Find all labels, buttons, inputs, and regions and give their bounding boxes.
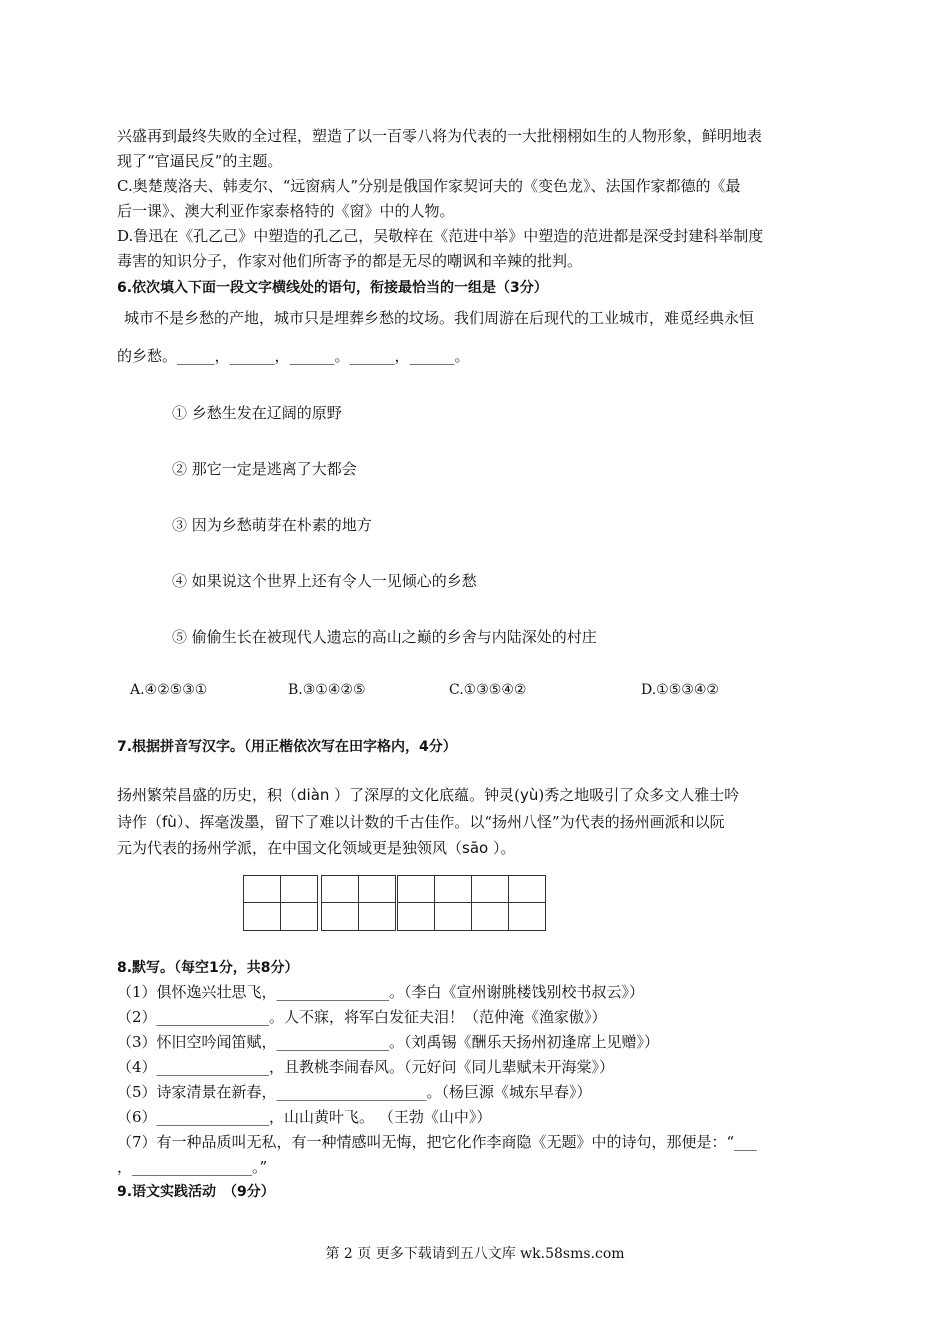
answer-choice-b: B.③①④②⑤ — [288, 682, 366, 698]
question-6-title: 6.依次填入下面一段文字横线处的语句，衔接最恰当的一组是（3分） — [117, 280, 548, 296]
answer-choice-c: C.①③⑤④② — [449, 682, 527, 698]
passage-text: 扬州繁荣昌盛的历史，积（ — [117, 786, 298, 804]
dictation-line: （1）俱怀逸兴壮思飞，_______________。（李白《宣州谢朓楼饯别校书叔云》） — [117, 983, 645, 1001]
question-6-passage: 城市不是乡愁的产地，城市只是埋葬乡愁的坟场。我们周游在后现代的工业城市，难觅经典永恒 — [124, 309, 755, 327]
pinyin: yù — [520, 786, 539, 804]
pinyin: diàn — [297, 786, 330, 804]
tianzige-grid[interactable] — [397, 875, 472, 931]
dictation-line: （2）_______________。人不寐，将军白发征夫泪！（范仲淹《渔家傲》） — [117, 1008, 607, 1026]
page-footer: 第 2 页 更多下载请到五八文库 wk.58sms.com — [325, 1246, 625, 1262]
text-line: 毒害的知识分子，作家对他们所寄予的都是无尽的嘲讽和辛辣的批判。 — [117, 252, 583, 270]
dictation-line: （5）诗家清景在新春，____________________。（杨巨源《城东早春》） — [117, 1083, 592, 1101]
question-6-option: ⑤ 偷偷生长在被现代人遗忘的高山之巅的乡舍与内陆深处的村庄 — [172, 628, 597, 646]
text-line: D.鲁迅在《孔乙己》中塑造的孔乙己，吴敬梓在《范进中举》中塑造的范进都是深受封建科举制度 — [117, 227, 764, 245]
tianzige-grid[interactable] — [243, 875, 318, 931]
dictation-line: （4）_______________，且教桃李闹春风。（元好问《同儿辈赋未开海棠》） — [117, 1058, 615, 1076]
question-6-passage: 的乡愁。_____，______，______。______，______。 — [117, 347, 470, 365]
answer-choice-d: D.①⑤③④② — [641, 682, 719, 698]
passage-text: ）、挥毫泼墨，留下了难以计数的千古佳作。以“扬州八怪”为代表的扬州画派和以阮 — [176, 813, 725, 831]
passage-text: 诗作（ — [117, 813, 163, 831]
dictation-line: （6）_______________，山山黄叶飞。 （王勃《山中》） — [117, 1108, 492, 1126]
answer-choice-a: A.④②⑤③① — [130, 682, 208, 698]
text-line: C.奥楚蔑洛夫、韩麦尔、“远窗病人”分别是俄国作家契诃夫的《变色龙》、法国作家都德的《最 — [117, 177, 741, 195]
pinyin: sāo — [462, 839, 489, 857]
text-line: 兴盛再到最终失败的全过程，塑造了以一百零八将为代表的一大批栩栩如生的人物形象，鲜明地表 — [117, 127, 763, 145]
text-line: 现了“官逼民反”的主题。 — [117, 152, 283, 170]
tianzige-grid[interactable] — [321, 875, 396, 931]
text-line: 后一课》、澳大利亚作家泰格特的《窗》中的人物。 — [117, 202, 455, 220]
question-7-passage-line — [117, 838, 515, 858]
passage-text: )秀之地吸引了众多文人雅士吟 — [538, 786, 740, 804]
passage-text: 元为代表的扬州学派，在中国文化领域更是独领风（ — [117, 839, 463, 857]
pinyin: fù — [162, 813, 177, 831]
tianzige-grid[interactable] — [471, 875, 546, 931]
question-6-option: ① 乡愁生发在辽阔的原野 — [172, 404, 342, 422]
question-8-title: 8.默写。（每空1分，共8分） — [117, 960, 299, 976]
passage-text: ）。 — [488, 839, 516, 857]
dictation-line: （3）怀旧空吟闻笛赋，_______________。（刘禹锡《酬乐天扬州初逢席上见赠》） — [117, 1033, 660, 1051]
question-6-option: ④ 如果说这个世界上还有令人一见倾心的乡愁 — [172, 572, 477, 590]
question-6-option: ② 那它一定是逃离了大都会 — [172, 460, 357, 478]
dictation-line: （7）有一种品质叫无私，有一种情感叫无悔，把它化作李商隐《无题》中的诗句，那便是：“___ — [117, 1133, 757, 1151]
question-7-passage-line — [117, 812, 725, 832]
question-7-title: 7.根据拼音写汉字。（用正楷依次写在田字格内，4分） — [117, 739, 457, 755]
question-6-option: ③ 因为乡愁萌芽在朴素的地方 — [172, 516, 372, 534]
dictation-line: ，________________。” — [117, 1158, 268, 1176]
question-9-title: 9.语文实践活动 （9分） — [117, 1184, 275, 1200]
passage-text: ）了深厚的文化底蕴。钟灵( — [329, 786, 521, 804]
question-7-passage-line — [117, 785, 739, 805]
